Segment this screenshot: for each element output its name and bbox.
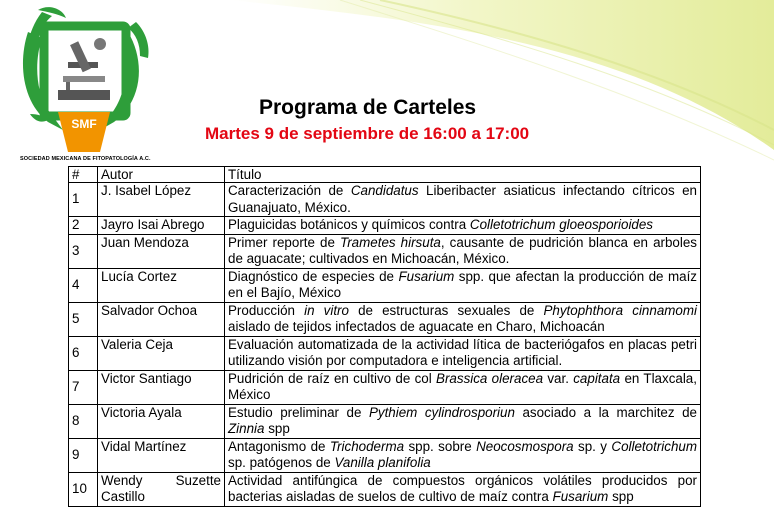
row-title bbox=[225, 336, 701, 370]
title-segment: Liberibacter asiaticus infectando cítricos en Guanajuato, México. bbox=[228, 183, 697, 215]
title-segment: Pudrición de raíz en cultivo de col bbox=[228, 370, 437, 386]
row-author: J. Isabel López bbox=[98, 183, 225, 217]
title-segment: sp. patógenos de bbox=[228, 455, 335, 470]
row-number: 5 bbox=[69, 302, 98, 336]
title-italic-segment: Zinnia bbox=[228, 421, 265, 436]
row-author: Jayro Isai Abrego bbox=[98, 217, 225, 235]
poster-program-table bbox=[68, 166, 701, 507]
row-number: 3 bbox=[69, 234, 98, 268]
title-italic-segment: Brassica oleracea bbox=[436, 370, 544, 386]
row-number: 4 bbox=[69, 268, 98, 302]
title-segment: Caracterización de bbox=[228, 183, 351, 198]
table-row bbox=[69, 438, 701, 472]
title-segment: Evaluación automatizada de la actividad lítica de bacteriógafos en placas petri utilizando visión por computadora e inteligencia artificial. bbox=[228, 336, 697, 368]
title-italic-segment: capitata bbox=[573, 370, 621, 386]
row-author: Juan Mendoza bbox=[98, 234, 225, 268]
row-number: 8 bbox=[69, 404, 98, 438]
title-segment: spp. que afectan la producción de maíz en el Bajío, México bbox=[228, 268, 697, 300]
row-title bbox=[225, 217, 701, 235]
table-row bbox=[69, 234, 701, 268]
title-segment: aislado de tejidos infectados de aguacate en Charo, Michoacán bbox=[228, 319, 605, 334]
table-row bbox=[69, 370, 701, 404]
row-number: 1 bbox=[69, 183, 98, 217]
row-number: 7 bbox=[69, 370, 98, 404]
svg-text:SMF: SMF bbox=[71, 117, 97, 131]
title-segment: de estructuras sexuales de bbox=[348, 302, 544, 318]
title-segment: var. bbox=[543, 370, 574, 386]
title-italic-segment: Neocosmospora bbox=[476, 438, 574, 454]
title-segment: Actividad antifúngica de compuestos orgánicos volátiles producidos por bacterias aisladas de suelos de cultivo de maíz contra bbox=[228, 472, 697, 504]
title-italic-segment: Phytophthora cinnamomi bbox=[543, 302, 697, 318]
column-header-author: Autor bbox=[98, 167, 225, 183]
title-segment: spp bbox=[264, 421, 290, 436]
row-author: Victoria Ayala bbox=[98, 404, 225, 438]
row-title bbox=[225, 302, 701, 336]
title-segment: Antagonismo de bbox=[228, 438, 330, 454]
row-title bbox=[225, 370, 701, 404]
title-italic-segment: Trametes hirsuta bbox=[340, 234, 441, 250]
title-italic-segment: in vitro bbox=[304, 302, 349, 318]
row-number: 2 bbox=[69, 217, 98, 235]
page-title: Programa de Carteles bbox=[259, 96, 477, 119]
row-author: Vidal Martínez bbox=[98, 438, 225, 472]
table-header-row bbox=[69, 167, 701, 183]
row-title bbox=[225, 234, 701, 268]
row-author: Wendy Suzette Castillo bbox=[98, 472, 225, 506]
title-segment: Plaguicidas botánicos y químicos contra bbox=[228, 217, 470, 232]
title-segment: spp. sobre bbox=[404, 438, 477, 454]
column-header-title: Título bbox=[225, 167, 701, 183]
row-number: 10 bbox=[69, 472, 98, 506]
row-title bbox=[225, 438, 701, 472]
column-header-number: # bbox=[69, 167, 98, 183]
row-author: Salvador Ochoa bbox=[98, 302, 225, 336]
row-number: 9 bbox=[69, 438, 98, 472]
title-segment: Primer reporte de bbox=[228, 234, 341, 250]
table-row bbox=[69, 302, 701, 336]
title-segment: spp bbox=[608, 489, 634, 504]
title-segment: en Tlaxcala, México bbox=[228, 370, 697, 402]
title-segment: asociado a la marchitez de bbox=[514, 404, 697, 420]
title-italic-segment: Colletotrichum bbox=[611, 438, 697, 454]
title-segment: , causante de pudrición blanca en arboles de aguacate; cultivados en Michoacán, México. bbox=[228, 234, 697, 266]
table-row bbox=[69, 472, 701, 506]
title-italic-segment: Fusarium bbox=[552, 489, 609, 504]
row-author: Victor Santiago bbox=[98, 370, 225, 404]
row-author: Valeria Ceja bbox=[98, 336, 225, 370]
table-row bbox=[69, 404, 701, 438]
table-row bbox=[69, 183, 701, 217]
smf-logo bbox=[18, 2, 158, 168]
row-title bbox=[225, 183, 701, 217]
row-title bbox=[225, 404, 701, 438]
table-row bbox=[69, 217, 701, 235]
row-title bbox=[225, 268, 701, 302]
row-title bbox=[225, 472, 701, 506]
organization-name: SOCIEDAD MEXICANA DE FITOPATOLOGÍA A.C. bbox=[20, 156, 151, 162]
row-author: Lucía Cortez bbox=[98, 268, 225, 302]
row-number: 6 bbox=[69, 336, 98, 370]
title-italic-segment: Pythiem cylindrosporiun bbox=[368, 404, 515, 420]
title-segment: Producción bbox=[228, 302, 305, 318]
title-italic-segment: Vanilla planifolia bbox=[334, 455, 431, 470]
title-segment: sp. y bbox=[573, 438, 612, 454]
title-italic-segment: Fusarium bbox=[398, 268, 455, 284]
title-italic-segment: Candidatus bbox=[350, 183, 419, 198]
table-row bbox=[69, 336, 701, 370]
title-segment: Diagnóstico de especies de bbox=[228, 268, 399, 284]
title-segment: Estudio preliminar de bbox=[228, 404, 369, 420]
table-row bbox=[69, 268, 701, 302]
title-italic-segment: Trichoderma bbox=[329, 438, 405, 454]
page-subtitle: Martes 9 de septiembre de 16:00 a 17:00 bbox=[205, 124, 530, 143]
title-italic-segment: Colletotrichum gloeosporioides bbox=[469, 217, 654, 232]
